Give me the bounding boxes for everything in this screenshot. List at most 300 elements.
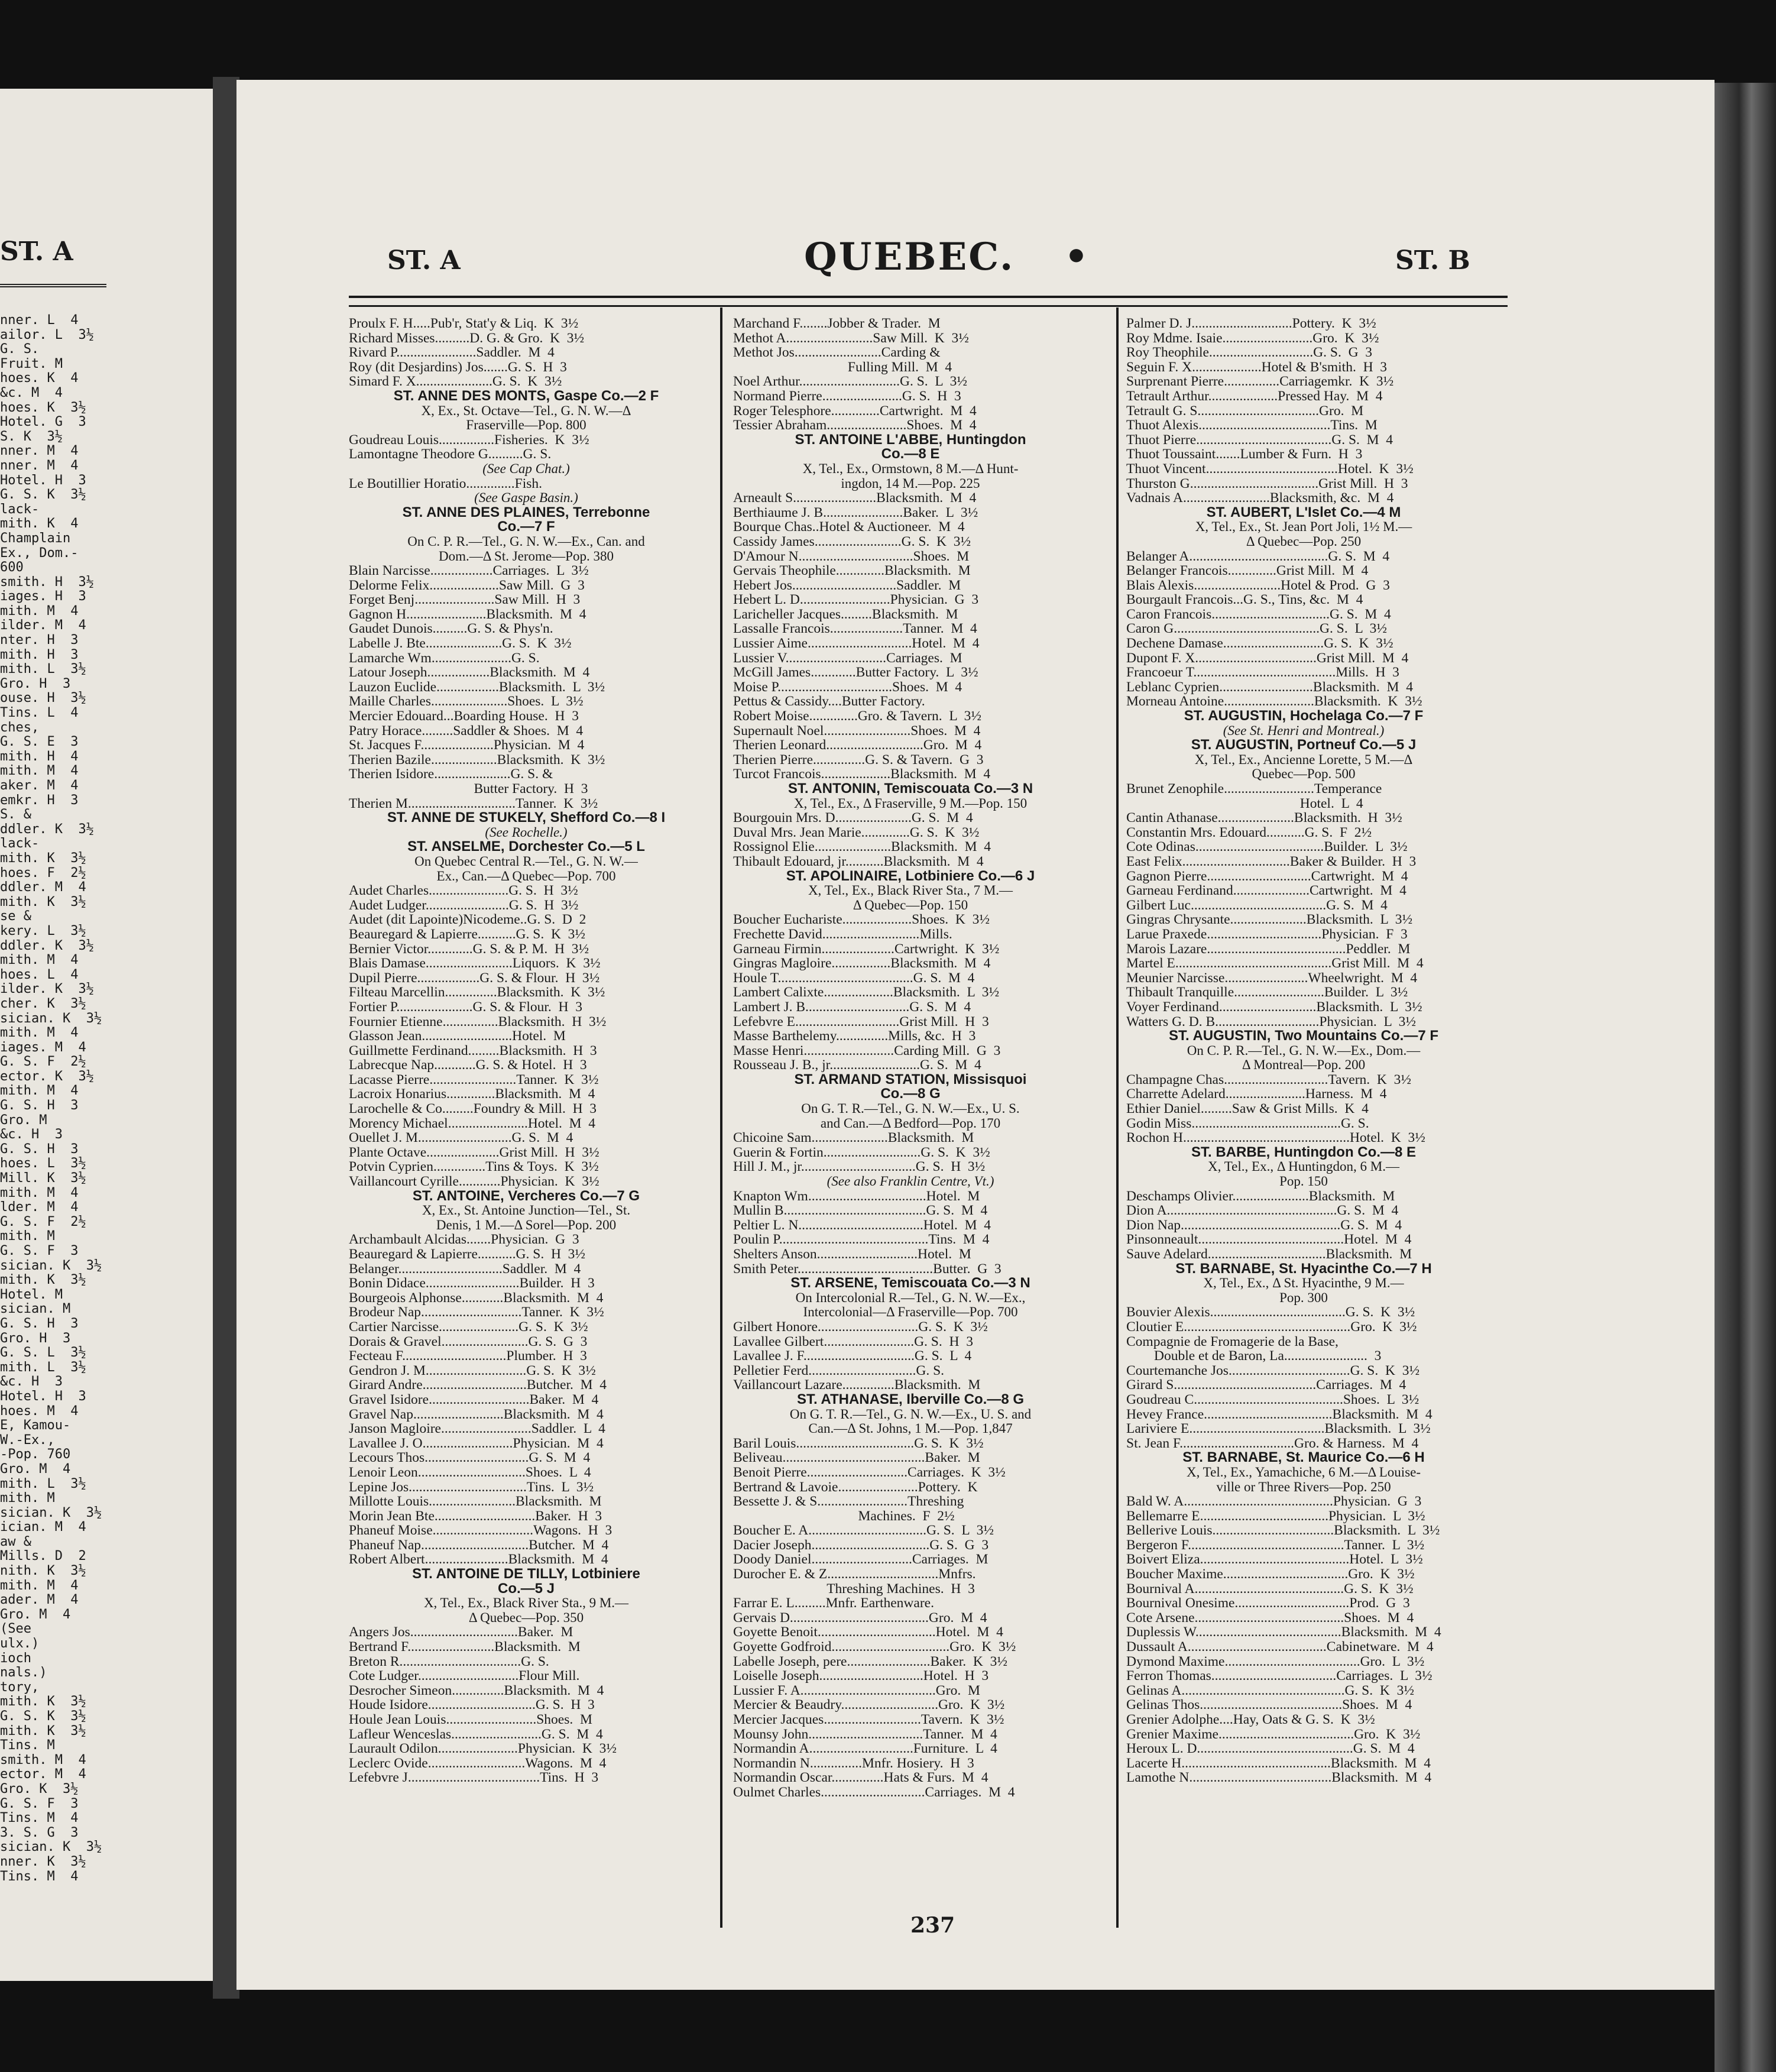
town-info: X, Ex., St. Octave—Tel., G. N. W.—Δ <box>421 403 631 418</box>
directory-entry: Thuot Vincent......................................Hotel. K 3½ <box>1126 461 1414 477</box>
left-page-line: Gro. H 3 <box>0 676 71 691</box>
directory-entry: Lepine Jos..................................Tins. L 3½ <box>349 1479 594 1495</box>
directory-entry: Blais Alexis.........................Hotel & Prod. G 3 <box>1126 578 1390 593</box>
directory-entry: Proulx F. H.....Pub'r, Stat'y & Liq. K 3½ <box>349 316 579 331</box>
left-page-line: Hotel. G 3 <box>0 415 86 430</box>
left-page-line: mith. M <box>0 1491 55 1506</box>
directory-entry: Surprenant Pierre................Carriagemkr. K 3½ <box>1126 374 1394 389</box>
left-page-line: mith. M 4 <box>0 1185 79 1200</box>
directory-entry: Tessier Abraham.......................Shoes. M 4 <box>733 418 977 433</box>
directory-entry: Thuot Alexis......................................Tins. M <box>1126 418 1378 433</box>
town-heading: ST. AUBERT, L'Islet Co.—4 M <box>1206 505 1401 520</box>
directory-entry: Dussault A........................................Cabinetware. M 4 <box>1126 1640 1434 1655</box>
directory-entry: Labelle Joseph, pere........................Baker. K 3½ <box>733 1654 1008 1669</box>
left-page-line: Champlain <box>0 530 71 546</box>
left-page-line: mith. K 4 <box>0 516 79 532</box>
directory-entry: Butter Factory. H 3 <box>349 782 588 797</box>
left-page-line: Gro. M 4 <box>0 1461 71 1477</box>
running-head-right: ST. B <box>1395 245 1470 276</box>
directory-entry: Audet Ludger........................G. S. H 3½ <box>349 898 579 913</box>
directory-entry: Phaneuf Moise.............................Wagons. H 3 <box>349 1523 612 1538</box>
directory-entry: Archambault Alcidas.......Physician. G 3 <box>349 1232 579 1247</box>
directory-entry: Therien Isidore......................G. S. & <box>349 767 553 782</box>
directory-entry: Morneau Antoine..........................Blacksmith. K 3½ <box>1126 694 1422 710</box>
left-page-line: Tins. L 4 <box>0 705 79 721</box>
left-page-line: G. S. F 3 <box>0 1244 79 1258</box>
left-page-line: G. S. H 3 <box>0 1098 79 1113</box>
directory-entry: Thuot Pierre.......................................G. S. M 4 <box>1126 432 1393 448</box>
directory-entry: Glasson Jean..........................Hotel. M <box>349 1029 566 1044</box>
directory-entry: Bourgault Francois...G. S., Tins, &c. M 4 <box>1126 593 1363 607</box>
directory-entry: Janson Magloire..........................Saddler. L 4 <box>349 1422 605 1436</box>
directory-entry: Goudreau Louis................Fisheries. K 3½ <box>349 432 589 448</box>
town-info: Pop. 150 <box>1279 1174 1328 1189</box>
town-info: Δ Quebec—Pop. 350 <box>468 1610 584 1625</box>
directory-entry: Chicoine Sam......................Blacksmith. M <box>733 1131 974 1145</box>
directory-entry: Bellemarre E.....................................Physician. L 3½ <box>1126 1508 1425 1524</box>
directory-entry: Normand Pierre.......................G. S. H 3 <box>733 388 961 404</box>
directory-entry: Lamothe N.........................................Blacksmith. M 4 <box>1126 1770 1432 1785</box>
left-page-line: tory, <box>0 1679 40 1695</box>
directory-entry: Courtemanche Jos...................................G. S. K 3½ <box>1126 1363 1420 1378</box>
directory-entry: Caron G..........................................G. S. L 3½ <box>1126 621 1388 637</box>
directory-entry: Laricheller Jacques.........Blacksmith. M <box>733 607 958 622</box>
left-page-line: Gro. M <box>0 1112 47 1128</box>
left-page-line: aw & <box>0 1534 31 1549</box>
directory-entry: Gingras Magloire.................Blacksmith. M 4 <box>733 956 991 971</box>
directory-entry: Guillmette Ferdinand.........Blacksmith. H 3 <box>349 1043 597 1058</box>
left-page-line: ches, <box>0 720 40 735</box>
directory-entry: Cantin Athanase......................Blacksmith. H 3½ <box>1126 811 1402 825</box>
directory-entry: Gaudet Dunois..........G. S. & Phys'n. <box>349 621 553 637</box>
directory-entry: Cartier Narcisse.......................G. S. K 3½ <box>349 1319 588 1335</box>
directory-entry: Loiselle Joseph..............................Hotel. H 3 <box>733 1669 989 1684</box>
left-page-line: mith. L 3½ <box>0 1476 86 1491</box>
left-page-line: iages. H 3 <box>0 589 86 604</box>
directory-entry: Gelinas A...............................................G. S. K 3½ <box>1126 1683 1414 1698</box>
town-info: Can.—Δ St. Johns, 1 M.—Pop. 1,847 <box>808 1422 1013 1436</box>
directory-entry: Guerin & Fortin............................G. S. K 3½ <box>733 1145 990 1160</box>
left-page-line: ilder. K 3½ <box>0 982 94 997</box>
town-heading: ST. ANNE DES PLAINES, Terrebonne <box>402 505 650 520</box>
town-info: Δ Quebec—Pop. 150 <box>853 898 968 912</box>
town-heading: ST. ANTOINE, Vercheres Co.—7 G <box>412 1189 640 1204</box>
town-heading: ST. AUGUSTIN, Two Mountains Co.—7 F <box>1169 1029 1438 1044</box>
directory-entry: Pinsonneault..........................................Hotel. M 4 <box>1126 1232 1412 1247</box>
left-page-line: se & <box>0 909 31 924</box>
left-page-line: hoes. M 4 <box>0 1403 79 1419</box>
directory-entry: Lamarche Wm.......................G. S. <box>349 650 540 666</box>
directory-entry: Dupil Pierre..................G. S. & Flour. H 3½ <box>349 970 600 986</box>
left-page-line: mith. M <box>0 1229 55 1244</box>
directory-entry: Lambert Calixte....................Blacksmith. L 3½ <box>733 985 1000 1000</box>
directory-entry: Bessette J. & S..........................Threshing <box>733 1494 964 1509</box>
left-page-line: Gro. M 4 <box>0 1607 71 1622</box>
left-page-line: ector. M 4 <box>0 1767 86 1782</box>
left-page-line: Tins. M 4 <box>0 1869 79 1884</box>
directory-entry: Duval Mrs. Jean Marie..............G. S. K 3½ <box>733 825 980 840</box>
directory-entry: Beliveau.........................................Baker. M <box>733 1451 980 1465</box>
left-page-line: nals.) <box>0 1665 47 1681</box>
directory-entry: Larochelle & Co.........Foundry & Mill. H 3 <box>349 1102 597 1116</box>
town-info: X, Tel., Ex., Ormstown, 8 M.—Δ Hunt- <box>802 461 1019 476</box>
left-page-line: ector. K 3½ <box>0 1069 94 1084</box>
left-page-line: ddler. M 4 <box>0 880 86 895</box>
directory-entry: Hotel. L 4 <box>1126 796 1363 811</box>
directory-entry: Lefebvre J......................................Tins. H 3 <box>349 1770 599 1785</box>
directory-entry: Houle Jean Louis..........................Shoes. M <box>349 1712 592 1727</box>
left-page-line: nner. L 4 <box>0 313 79 328</box>
left-page-line: sician. M <box>0 1302 71 1317</box>
town-info: On G. T. R.—Tel., G. N. W.—Ex., U. S. <box>801 1102 1020 1116</box>
left-page-line: S. K 3½ <box>0 429 63 444</box>
directory-entry: Gervais D........................................Gro. M 4 <box>733 1610 987 1626</box>
directory-entry: Godin Miss...........................................G. S. <box>1126 1116 1369 1131</box>
left-page-line: G. S. E 3 <box>0 734 79 750</box>
left-page-line: mith. L 3½ <box>0 662 86 677</box>
left-page-line: &c. H 3 <box>0 1127 63 1142</box>
left-page-line: mith. M 4 <box>0 1025 79 1041</box>
left-page-line: Mills. D 2 <box>0 1549 86 1564</box>
directory-entry: Blain Narcisse..................Carriages. L 3½ <box>349 564 589 578</box>
left-page-line: Gro. H 3 <box>0 1330 71 1346</box>
column-3 <box>1126 316 1481 1913</box>
directory-entry: McGill James.............Butter Factory. L 3½ <box>733 665 978 680</box>
directory-entry: Labrecque Nap............G. S. & Hotel. H 3 <box>349 1058 587 1073</box>
town-info: Fraserville—Pop. 800 <box>466 418 586 433</box>
directory-entry: Bouvier Alexis.......................................G. S. K 3½ <box>1126 1305 1415 1320</box>
book-edge <box>1715 83 1776 2072</box>
directory-entry: Shelters Anson.............................Hotel. M <box>733 1247 971 1262</box>
directory-entry: Baril Louis..................................G. S. K 3½ <box>733 1436 984 1451</box>
town-info: Quebec—Pop. 500 <box>1252 767 1356 782</box>
town-info: X, Tel., Ex., St. Jean Port Joli, 1½ M.— <box>1195 520 1412 535</box>
town-info: X, Tel., Ex., Yamachiche, 6 M.—Δ Louise- <box>1186 1465 1421 1479</box>
directory-entry: Martel E.............................................Grist Mill. M 4 <box>1126 956 1424 971</box>
left-page-line: lack- <box>0 836 40 852</box>
town-heading: ST. ARMAND STATION, Missisquoi <box>794 1072 1027 1087</box>
directory-entry: Boucher Maxime....................................Gro. K 3½ <box>1126 1567 1415 1582</box>
directory-entry: Therien Leonard............................Gro. M 4 <box>733 738 982 753</box>
town-info: ville or Three Rivers—Pop. 250 <box>1216 1479 1391 1494</box>
left-page-line: hoes. K 4 <box>0 371 79 386</box>
directory-entry: Moise P.................................Shoes. M 4 <box>733 679 962 695</box>
directory-entry: Dion A.................................................G. S. M 4 <box>1126 1203 1399 1218</box>
town-info: Intercolonial—Δ Fraserville—Pop. 700 <box>803 1305 1018 1320</box>
directory-entry: Methot Jos.........................Carding & <box>733 345 941 360</box>
directory-entry: Oulmet Charles..............................Carriages. M 4 <box>733 1785 1015 1800</box>
left-page-line: mith. M 4 <box>0 953 79 968</box>
left-page-line: G. S. H 3 <box>0 1316 79 1331</box>
left-page-line: G. S. K 3½ <box>0 1709 86 1724</box>
left-page-line: ioch <box>0 1650 31 1666</box>
left-page-line: nner. M 4 <box>0 443 79 459</box>
column-divider <box>720 307 722 1928</box>
left-page-line: 3. S. G 3 <box>0 1825 79 1840</box>
left-page-line: mith. M 4 <box>0 603 79 619</box>
directory-entry: Mercier Edouard...Boarding House. H 3 <box>349 709 579 724</box>
directory-entry: Roger Telesphore..............Cartwright. M 4 <box>733 403 977 419</box>
left-page-line: G. S. F 2½ <box>0 1054 86 1070</box>
left-page-line: G. S. H 3 <box>0 1141 79 1157</box>
town-info: Pop. 300 <box>1279 1290 1328 1305</box>
directory-entry: Double et de Baron, La........................ 3 <box>1126 1349 1382 1364</box>
directory-entry: Rossignol Elie......................Blacksmith. M 4 <box>733 840 991 854</box>
cross-reference-note: (See Rochelle.) <box>485 825 568 840</box>
directory-entry: Bernier Victor.............G. S. & P. M. H 3½ <box>349 941 589 957</box>
left-page-line: hoes. L 4 <box>0 967 79 982</box>
directory-entry: Latour Joseph..................Blacksmith. M 4 <box>349 665 590 680</box>
directory-entry: Dupont F. X...................................Grist Mill. M 4 <box>1126 650 1409 666</box>
directory-entry: Audet (dit Lapointe)Nicodeme..G. S. D 2 <box>349 912 586 927</box>
directory-entry: Roy Theophile..............................G. S. G 3 <box>1126 345 1373 360</box>
directory-entry: Dion Nap..............................................G. S. M 4 <box>1126 1218 1402 1233</box>
directory-entry: Mullin B.........................................G. S. M 4 <box>733 1203 988 1218</box>
directory-entry: Patry Horace.........Saddler & Shoes. M 4 <box>349 723 584 739</box>
directory-entry: Dymond Maxime.......................................Gro. L 3½ <box>1126 1654 1425 1669</box>
directory-entry: Gravel Nap..........................Blacksmith. M 4 <box>349 1407 604 1422</box>
directory-entry: Lacasse Pierre.........................Tanner. K 3½ <box>349 1072 599 1087</box>
left-page-line: emkr. H 3 <box>0 792 79 808</box>
directory-entry: Cloutier E................................................Gro. K 3½ <box>1126 1319 1417 1335</box>
left-page-line: smith. H 3½ <box>0 574 94 590</box>
directory-entry: Constantin Mrs. Edouard...........G. S. F 2½ <box>1126 825 1372 840</box>
town-heading: ST. APOLINAIRE, Lotbiniere Co.—6 J <box>786 869 1035 884</box>
directory-entry: Champagne Chas..............................Tavern. K 3½ <box>1126 1072 1411 1087</box>
left-page-line: sician. K 3½ <box>0 1505 102 1520</box>
left-page-line: G. S. <box>0 342 40 357</box>
book-gutter <box>213 77 239 1999</box>
town-info: X, Tel., Ex., Black River Sta., 7 M.— <box>808 883 1013 898</box>
directory-entry: Lenoir Leon...............................Shoes. L 4 <box>349 1465 591 1480</box>
town-info: X, Tel., Ex., Δ St. Hyacinthe, 9 M.— <box>1203 1276 1404 1291</box>
directory-entry: Gagnon H.......................Blacksmith. M 4 <box>349 607 586 622</box>
column-2 <box>733 316 1088 1913</box>
town-heading: Co.—8 E <box>881 447 940 462</box>
directory-entry: Gagnon Pierre..............................Cartwright. M 4 <box>1126 869 1408 884</box>
town-heading: ST. BARNABE, St. Hyacinthe Co.—7 H <box>1175 1261 1432 1277</box>
town-heading: ST. BARNABE, St. Maurice Co.—6 H <box>1182 1451 1425 1465</box>
left-page-line: E, Kamou- <box>0 1418 71 1433</box>
directory-entry: Leclerc Ovide............................Wagons. M 4 <box>349 1756 607 1771</box>
directory-entry: Arneault S........................Blacksmith. M 4 <box>733 491 977 506</box>
directory-entry: Houde Isidore...............................G. S. H 3 <box>349 1698 595 1712</box>
town-heading: Co.—7 F <box>497 520 555 535</box>
town-heading: ST. ANTOINE DE TILLY, Lotbiniere <box>412 1567 640 1582</box>
left-page-header: ST. A <box>0 237 73 267</box>
directory-entry: Desrocher Simeon...............Blacksmith. M 4 <box>349 1683 604 1698</box>
left-page-line: nner. M 4 <box>0 458 79 473</box>
directory-entry: Gelinas Thos.........................................Shoes. M 4 <box>1126 1698 1412 1712</box>
directory-entry: Thurston G.....................................Grist Mill. H 3 <box>1126 476 1408 491</box>
directory-entry: Lavallee J. F................................G. S. L 4 <box>733 1349 972 1364</box>
directory-entry: Cassidy James.........................G. S. K 3½ <box>733 534 971 549</box>
directory-entry: Lacroix Honarius..............Blacksmith. M 4 <box>349 1087 595 1102</box>
directory-entry: Simard F. X......................G. S. K 3½ <box>349 374 562 389</box>
town-info: On G. T. R.—Tel., G. N. W.—Ex., U. S. and <box>789 1407 1032 1422</box>
directory-entry: Roy (dit Desjardins) Jos.......G. S. H 3 <box>349 360 567 375</box>
left-page-line: -Pop. 760 <box>0 1447 71 1462</box>
directory-entry: Goudreau C...........................................Shoes. L 3½ <box>1126 1392 1419 1407</box>
directory-entry: Mercier Jacques............................Tavern. K 3½ <box>733 1712 1004 1727</box>
directory-entry: East Felix...............................Baker & Builder. H 3 <box>1126 854 1417 869</box>
town-heading: ST. ANNE DE STUKELY, Shefford Co.—8 I <box>387 811 666 825</box>
town-info: X, Tel., Ex., Δ Fraserville, 9 M.—Pop. 150 <box>793 796 1028 811</box>
left-page-line: mith. M 4 <box>0 763 79 779</box>
directory-entry: Boucher Eucharistе....................Shoes. K 3½ <box>733 912 990 927</box>
left-page-line: hoes. L 3½ <box>0 1156 86 1171</box>
directory-entry: Duplessis W..........................................Blacksmith. M 4 <box>1126 1625 1441 1640</box>
directory-entry: Girard Andre..............................Butcher. M 4 <box>349 1378 607 1393</box>
directory-entry: Maille Charles......................Shoes. L 3½ <box>349 694 584 710</box>
town-info: and Can.—Δ Bedford—Pop. 170 <box>820 1116 1001 1131</box>
directory-entry: Threshing Machines. H 3 <box>733 1581 975 1597</box>
directory-entry: Phaneuf Nap...............................Butcher. M 4 <box>349 1537 609 1553</box>
directory-entry: Bald W. A...........................................Physician. G 3 <box>1126 1494 1422 1509</box>
directory-entry: Lavallee Gilbert..........................G. S. H 3 <box>733 1334 973 1349</box>
directory-entry: Le Boutillier Horatio..............Fish. <box>349 476 543 491</box>
left-page-line: lder. M 4 <box>0 1200 79 1215</box>
directory-entry: Lecours Thos..............................G. S. M 4 <box>349 1451 591 1465</box>
directory-entry: Dechene Damase.............................G. S. K 3½ <box>1126 636 1393 651</box>
town-heading: ST. BARBE, Huntingdon Co.—8 E <box>1191 1145 1416 1160</box>
directory-entry: Brunet Zenophile..........................Temperance <box>1126 782 1382 797</box>
directory-entry: Therien Bazile...................Blacksmith. K 3½ <box>349 752 605 768</box>
directory-entry: Palmer D. J.............................Pottery. K 3½ <box>1126 316 1376 331</box>
directory-entry: Gendron J. M.............................G. S. K 3½ <box>349 1363 596 1378</box>
directory-entry: Gervais Theophile..............Blacksmith. M <box>733 564 971 578</box>
directory-entry: Masse Barthelemy...............Mills, &c. H 3 <box>733 1029 976 1044</box>
directory-entry: Audet Charles.......................G. S. H 3½ <box>349 883 578 898</box>
directory-entry: St. Jacques F.....................Physician. M 4 <box>349 738 585 753</box>
directory-entry: Thibault Tranquille..........................Builder. L 3½ <box>1126 985 1408 1000</box>
directory-entry: Grenier Adolphe....Hay, Oats & G. S. K 3½ <box>1126 1712 1375 1727</box>
left-page-line: sician. K 3½ <box>0 1840 102 1855</box>
left-page-line: sician. K 3½ <box>0 1011 102 1026</box>
directory-entry: Compagnie de Fromagerie de la Base, <box>1126 1334 1339 1349</box>
town-info: Δ Montreal—Pop. 200 <box>1242 1058 1366 1073</box>
directory-entry: Ethier Daniel.........Saw & Grist Mills. K 4 <box>1126 1102 1369 1116</box>
directory-entry: Lacerte H...........................................Blacksmith. M 4 <box>1126 1756 1431 1771</box>
directory-entry: Brodeur Nap.............................Tanner. K 3½ <box>349 1305 604 1320</box>
left-page-line: mith. K 3½ <box>0 894 86 909</box>
left-page-line: (See <box>0 1621 31 1637</box>
page-title: QUEBEC. <box>804 235 1015 279</box>
directory-entry: Robert Moise..............Gro. & Tavern. L 3½ <box>733 709 981 724</box>
directory-entry: Dacier Joseph..................................G. S. G 3 <box>733 1537 989 1553</box>
town-heading: ST. ANTONIN, Temiscouata Co.—3 N <box>787 782 1033 797</box>
directory-entry: Morin Jean Bte.............................Baker. H 3 <box>349 1508 602 1524</box>
town-info: Ex., Can.—Δ Quebec—Pop. 700 <box>436 869 616 883</box>
left-page-line: Tins. M <box>0 1738 55 1753</box>
town-heading: ST. ARSENE, Temiscouata Co.—3 N <box>790 1276 1030 1291</box>
town-info: On Intercolonial R.—Tel., G. N. W.—Ex., <box>795 1290 1026 1305</box>
directory-entry: Mercier & Beaudry............................Gro. K 3½ <box>733 1698 1005 1712</box>
directory-entry: Ferron Thomas....................................Carriages. L 3½ <box>1126 1669 1433 1684</box>
directory-entry: Lafleur Wenceslas..........................G. S. M 4 <box>349 1727 603 1742</box>
left-page-line: W.-Ex., <box>0 1432 55 1448</box>
directory-entry: Charrette Adelard.......................Harness. M 4 <box>1126 1087 1387 1102</box>
directory-entry: Beauregard & Lapierre...........G. S. H 3½ <box>349 1247 586 1262</box>
left-page-line: Ex., Dom.- <box>0 545 79 561</box>
town-info: X, Tel., Ex., Black River Sta., 9 M.— <box>423 1596 629 1611</box>
left-page-fragment <box>0 89 213 1981</box>
directory-entry: Voyer Ferdinand............................Blacksmith. L 3½ <box>1126 999 1422 1015</box>
left-page-line: &c. H 3 <box>0 1374 63 1390</box>
directory-entry: Bergeron F.............................................Tanner. L 3½ <box>1126 1537 1425 1553</box>
directory-entry: Caron Francois..................................G. S. M 4 <box>1126 607 1391 622</box>
left-page-line: ddler. K 3½ <box>0 938 94 953</box>
directory-entry: Ouellet J. M...........................G. S. M 4 <box>349 1131 573 1145</box>
directory-entry: Pelletier Ferd...............................G. S. <box>733 1363 945 1378</box>
left-page-line: G. S. F 3 <box>0 1796 79 1811</box>
left-page-rule <box>0 284 106 287</box>
town-heading: ST. AUGUSTIN, Portneuf Co.—5 J <box>1191 738 1417 753</box>
directory-entry: Masse Henri..........................Carding Mill. G 3 <box>733 1043 1001 1058</box>
directory-entry: Supernault Noel.........................Shoes. M 4 <box>733 723 981 739</box>
directory-entry: Potvin Cyprien...............Tins & Toys. K 3½ <box>349 1160 599 1175</box>
directory-entry: Bourgeois Alphonse............Blacksmith. M 4 <box>349 1290 604 1306</box>
town-info: X, Tel., Ex., Δ Huntingdon, 6 M.— <box>1208 1160 1399 1174</box>
directory-entry: Bertrand & Lavoie.......................Pottery. K <box>733 1479 978 1495</box>
directory-entry: Bourgouin Mrs. D......................G. S. M 4 <box>733 811 973 825</box>
town-heading: ST. AUGUSTIN, Hochelaga Co.—7 F <box>1184 709 1424 724</box>
directory-entry: Meunier Narcisse........................Wheelwright. M 4 <box>1126 970 1418 986</box>
directory-entry: Turcot Francois....................Blacksmith. M 4 <box>733 767 991 782</box>
directory-entry: Lavallee J. O..........................Physician. M 4 <box>349 1436 604 1451</box>
directory-entry: Houle T.......................................G. S. M 4 <box>733 970 975 986</box>
left-page-line: ilder. M 4 <box>0 618 86 633</box>
directory-entry: Sauve Adelard..................................Blacksmith. M <box>1126 1247 1412 1262</box>
directory-entry: Labelle J. Bte......................G. S. K 3½ <box>349 636 572 651</box>
directory-entry: Fortier P......................G. S. & Flour. H 3 <box>349 999 582 1015</box>
left-page-line: nith. K 3½ <box>0 1563 86 1579</box>
directory-entry: Breton R...................................G. S. <box>349 1654 549 1669</box>
left-page-line: mith. H 3 <box>0 647 79 662</box>
left-page-line: mith. K 3½ <box>0 850 86 866</box>
directory-entry: Noel Arthur.............................G. S. L 3½ <box>733 374 968 389</box>
left-page-line: hoes. K 3½ <box>0 400 86 415</box>
directory-entry: Farrar E. L.........Mnfr. Earthenware. <box>733 1596 934 1611</box>
town-info: Dom.—Δ St. Jerome—Pop. 380 <box>439 549 614 564</box>
left-page-line: ddler. K 3½ <box>0 821 94 837</box>
directory-entry: Bournival Onesime.................................Prod. G 3 <box>1126 1596 1410 1611</box>
directory-entry: Normandin N...............Mnfr. Hosiery. H 3 <box>733 1756 974 1771</box>
directory-entry: Benoit Pierre.............................Carriages. K 3½ <box>733 1465 1006 1480</box>
directory-entry: Plante Octave.....................Grist Mill. H 3½ <box>349 1145 599 1160</box>
directory-entry: Watters G. D. B..............................Physician. L 3½ <box>1126 1014 1417 1029</box>
header-ornament: • <box>1064 235 1088 279</box>
left-page-line: G. S. F 2½ <box>0 1214 86 1229</box>
directory-entry: Filteau Marcellin...............Blacksmith. K 3½ <box>349 985 605 1000</box>
directory-entry: Beauregard & Lapierre...........G. S. K 3½ <box>349 927 586 942</box>
directory-entry: Lariviere E.......................................Blacksmith. L 3½ <box>1126 1422 1431 1436</box>
directory-entry: Tetrault Arthur....................Pressed Hay. M 4 <box>1126 388 1383 404</box>
directory-entry: Hill J. M., jr.................................G. S. H 3½ <box>733 1160 986 1175</box>
directory-entry: Gingras Chrysante......................Blacksmith. L 3½ <box>1126 912 1413 927</box>
town-heading: ST. ANTOINE L'ABBE, Huntingdon <box>795 432 1026 448</box>
directory-entry: Girard S.........................................Carriages. M 4 <box>1126 1378 1406 1393</box>
left-page-text <box>0 313 106 1884</box>
left-page-line: ader. M 4 <box>0 1592 79 1608</box>
directory-entry: Dorais & Gravel.........................G. S. G 3 <box>349 1334 588 1349</box>
left-page-line: &c. M 4 <box>0 385 63 400</box>
directory-entry: Doody Daniel.............................Carriages. M <box>733 1552 989 1568</box>
town-heading: ST. ANNE DES MONTS, Gaspe Co.—2 F <box>393 388 659 404</box>
left-page-line: Hotel. H 3 <box>0 472 86 488</box>
directory-entry: Belanger A........................................G. S. M 4 <box>1126 549 1390 564</box>
cross-reference-note: (See also Franklin Centre, Vt.) <box>827 1174 994 1189</box>
